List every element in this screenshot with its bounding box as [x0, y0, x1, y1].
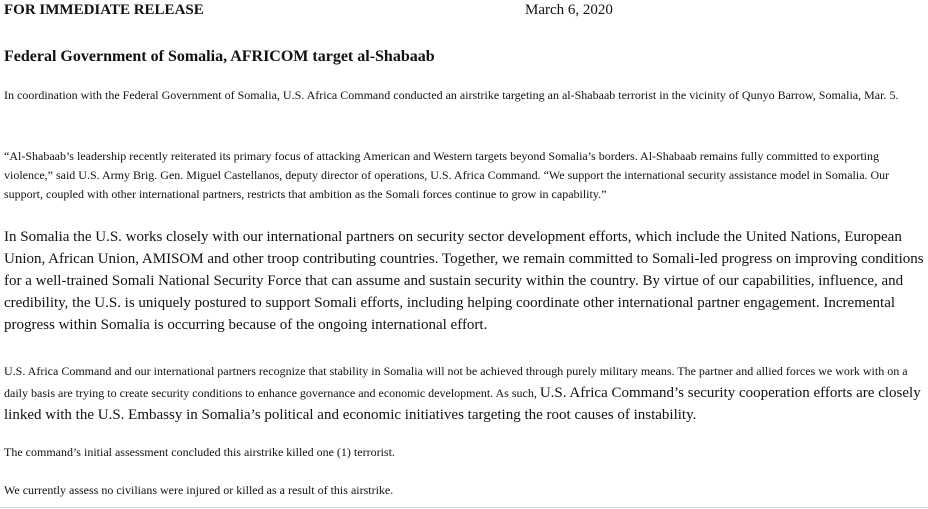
paragraph-stability-part1: U.S. Africa Command and our international partners recognize that stability in Somalia will not be achieved through purely military means. The partner and allied forces we work with on a daily basis are trying to create security conditions to enhance governance and economic development. As such, — [4, 364, 908, 400]
paragraph-airstrike-summary: In coordination with the Federal Government of Somalia, U.S. Africa Command conducted an airstrike targeting an al-Shabaab terrorist in the vicinity of Qunyo Barrow, Somalia, Mar. 5. — [4, 88, 899, 102]
paragraph-stability-part2: U.S. Africa Command’s security cooperation efforts are closely linked with the U.S. Embassy in Somalia’s political and economic initiatives targeting the root causes of instability. — [4, 385, 921, 423]
paragraph-stability — [4, 360, 924, 426]
paragraph-partnership: In Somalia the U.S. works closely with our international partners on security sector development efforts, which include the United Nations, European Union, African Union, AMISOM and other troop contributing countries. Together, we remain committed to Somali-led progress on improving conditions for a well-trained Somali National Security Force that can assume and sustain security within the country. By virtue of our capabilities, influence, and credibility, the U.S. is uniquely postured to support Somali efforts, including helping coordinate other international partner engagement. Incremental progress within Somalia is occurring because of the ongoing international effort. — [4, 229, 924, 333]
release-date: March 6, 2020 — [525, 2, 613, 18]
page-title: Federal Government of Somalia, AFRICOM target al-Shabaab — [4, 48, 435, 65]
paragraph-civilians: We currently assess no civilians were injured or killed as a result of this airstrike. — [4, 483, 394, 497]
release-header — [4, 1, 924, 21]
release-label: FOR IMMEDIATE RELEASE — [4, 2, 204, 18]
paragraph-quote: “Al-Shabaab’s leadership recently reiterated its primary focus of attacking American and Western targets beyond Somalia’s borders. Al-Shabaab remains fully committed to exporting violence,” said U.S. Army Brig. Gen. Miguel Castellanos, deputy director of operations, U.S. Africa Command. “We support the international security assistance model in Somalia. Our support, coupled with other international partners, restricts that ambition as the Somali forces continue to grow in capability.” — [4, 149, 890, 201]
bottom-divider — [0, 507, 928, 508]
paragraph-assessment: The command’s initial assessment concluded this airstrike killed one (1) terrorist. — [4, 445, 395, 459]
